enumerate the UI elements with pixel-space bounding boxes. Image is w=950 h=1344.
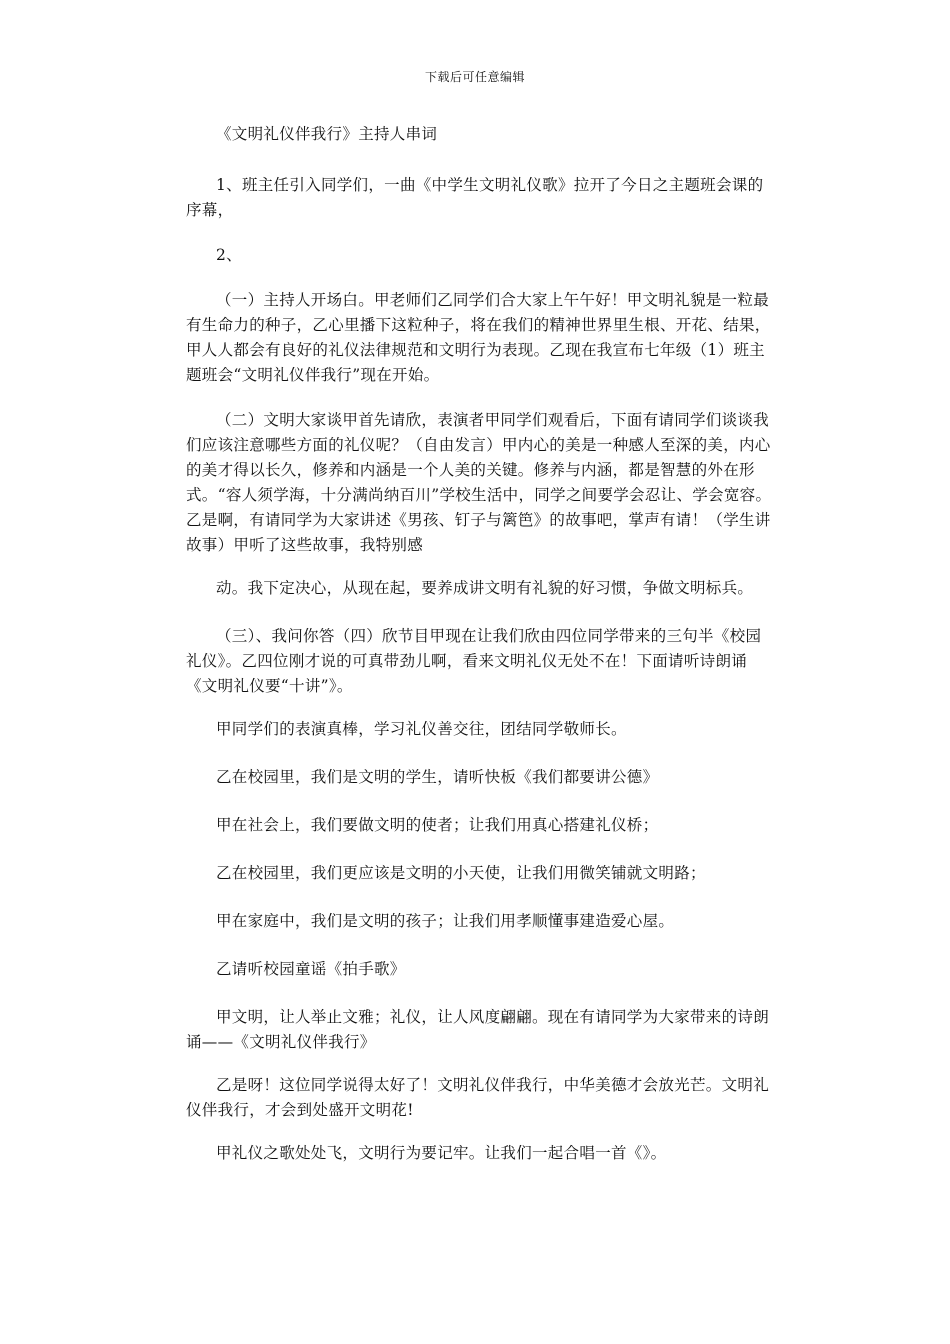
paragraph: 甲文明，让人举止文雅；礼仪，让人风度翩翩。现在有请同学为大家带来的诗朗诵——《文明礼仪伴我行》 [186, 1008, 770, 1051]
paragraph: 甲同学们的表演真棒，学习礼仪善交往，团结同学敬师长。 [216, 720, 627, 738]
paragraph: 甲礼仪之歌处处飞，文明行为要记牢。让我们一起合唱一首《》。 [216, 1144, 667, 1162]
paragraph: （二）文明大家谈甲首先请欣，表演者甲同学们观看后，下面有请同学们谈谈我们应该注意哪些方面的礼仪呢？（自由发言）甲内心的美是一种感人至深的美，内心的美才得以长久，修养和内涵是一个人美的关键。修养与内涵，都是智慧的外在形式。“容人须学海，十分满尚纳百川”学校生活中，同学之间要学会忍让、学会宽容。乙是啊，有请同学为大家讲述《男孩、钉子与篱笆》的故事吧，掌声有请！（学生讲故事）甲听了这些故事，我特别感 [186, 411, 772, 554]
paragraph: 乙在校园里，我们更应该是文明的小天使，让我们用微笑铺就文明路； [216, 864, 706, 882]
page-header: 下载后可任意编辑 [424, 70, 525, 84]
paragraph: 乙是呀！这位同学说得太好了！文明礼仪伴我行，中华美德才会放光芒。文明礼仪伴我行，才会到处盛开文明花! [186, 1076, 770, 1119]
paragraph: 甲在社会上，我们要做文明的使者；让我们用真心搭建礼仪桥； [216, 816, 659, 834]
paragraph: （一）主持人开场白。甲老师们乙同学们合大家上午午好！甲文明礼貌是一粒最有生命力的种子，乙心里播下这粒种子，将在我们的精神世界里生根、开花、结果，甲人人都会有良好的礼仪法律规范和文明行为表现。乙现在我宣布七年级（1）班主题班会“文明礼仪伴我行”现在开始。 [186, 291, 771, 384]
paragraph: 甲在家庭中，我们是文明的孩子；让我们用孝顺懂事建造爱心屋。 [216, 912, 675, 930]
document-title: 《文明礼仪伴我行》主持人串词 [216, 125, 438, 143]
paragraph: 乙在校园里，我们是文明的学生，请听快板《我们都要讲公德》 [216, 768, 659, 786]
document-body [186, 122, 776, 1186]
paragraph: 乙请听校园童谣《拍手歌》 [216, 960, 406, 978]
paragraph: 1、班主任引入同学们，一曲《中学生文明礼仪歌》拉开了今日之主题班会课的序幕， [186, 176, 764, 219]
paragraph: （三）、我问你答（四）欣节目甲现在让我们欣由四位同学带来的三句半《校园礼仪》。乙四位刚才说的可真带劲儿啊，看来文明礼仪无处不在！下面请听诗朗诵《文明礼仪要“十讲”》。 [186, 627, 762, 695]
paragraph: 2、 [216, 246, 242, 264]
paragraph: 动。我下定决心，从现在起，要养成讲文明有礼貌的好习惯，争做文明标兵。 [216, 579, 754, 597]
